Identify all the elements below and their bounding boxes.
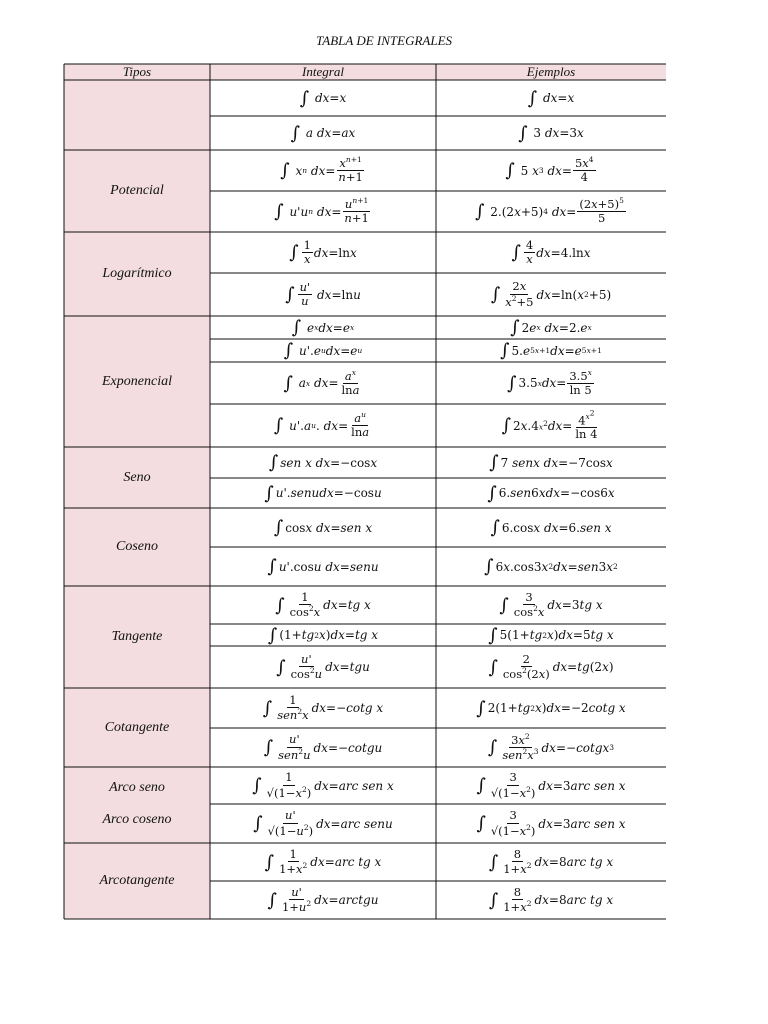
example-formula: ∫ $\frac{8}{1+x^2}$ dx =8 arc tg x [488, 884, 614, 914]
integral-formula: ∫ $\frac{u'}{u}$ dx =ln u [285, 279, 361, 308]
integral-formula: ∫ a x dx = $\frac{a^x}{\ln a}$ [283, 367, 360, 397]
type-arcotangente: Arcotangente [99, 873, 175, 888]
integral-formula: ∫ cos x dx = sen x [273, 517, 373, 538]
integral-formula: ∫ $\frac{1}{1+x^2}$ dx = arc tg x [264, 846, 382, 876]
example-formula: ∫ 6. sen 6 xdx =−cos6 x [487, 482, 615, 504]
example-formula: ∫ dx = x [527, 87, 575, 109]
example-formula: ∫ $\frac{3}{\cos^2x}$ dx =3 tg x [499, 589, 603, 619]
integral-formula: ∫ $\frac{u'}{√(1-u^2)}$ dx = arc senu [253, 808, 393, 838]
integral-formula: ∫ $\frac{1}{x}$ dx =ln x [289, 237, 357, 266]
example-formula: ∫ 2.(2 x +5) 4 dx = $\frac{(2x+5)^5}{5}$ [475, 196, 624, 226]
example-formula: ∫ $\frac{3}{√(1-x^2)}$ dx =3 arc sen x [476, 808, 626, 838]
header-tipos: Tipos [122, 64, 152, 79]
example-formula: ∫ 7 senx dx =−7cos x [489, 452, 613, 473]
example-formula: ∫ 2 x .4 $x^2$ dx = $\frac{4^{x^2}}{\ln 4}$ [501, 408, 598, 442]
example-formula: ∫ 6 x .cos3 x 2 dx = sen 3 x 2 [484, 556, 618, 577]
example-formula: ∫ $\frac{2x}{x^2+5}$ dx =ln( x 2 +5) [490, 279, 612, 309]
integral-formula: ∫ u '.cos u dx = senu [267, 556, 379, 577]
example-formula: ∫ $\frac{8}{1+x^2}$ dx =8 arc tg x [488, 846, 614, 876]
type-seno: Seno [123, 469, 151, 485]
type-potencial: Potencial [110, 183, 164, 198]
header-ejemplos: Ejemplos [526, 64, 576, 79]
page-title: TABLA DE INTEGRALES [315, 33, 453, 48]
example-formula: ∫ $\frac{3}{√(1-x^2)}$ dx =3 arc sen x [476, 770, 626, 800]
type-arco-coseno: Arco coseno [102, 812, 172, 827]
example-formula: ∫ 5(1+ tg 2 x ) dx =5 tg x [488, 624, 614, 646]
integral-formula: ∫ $\frac{1}{√(1-x^2)}$ dx = arc sen x [252, 770, 394, 800]
integral-formula: ∫ e x dx = e x [291, 317, 355, 338]
integral-formula: ∫ dx = x [299, 87, 347, 109]
integral-formula: ∫ $\frac{1}{\cos^2x}$ dx = tg x [275, 589, 371, 619]
example-formula: ∫ 2 e x dx =2. e x [510, 317, 592, 338]
example-formula: ∫ $\frac{2}{\cos^2(2x)}$ dx = tg (2 x ) [488, 651, 614, 681]
type-coseno: Coseno [116, 539, 158, 554]
example-formula: ∫ 3 dx =3 x [518, 122, 584, 144]
example-formula: ∫ 5 x 3 dx = $\frac{5x^4}{4}$ [505, 155, 594, 185]
integral-formula: ∫ x n dx = $\frac{x^{n+1}}{n+1}$ [280, 155, 363, 185]
type-arco-seno: Arco seno [109, 780, 165, 795]
type-tangente: Tangente [111, 629, 163, 644]
type-cotangente: Cotangente [104, 719, 170, 735]
integral-formula: ∫ u ' u n dx = $\frac{u^{n+1}}{n+1}$ [274, 196, 369, 226]
type-logaritmico: Logarítmico [102, 266, 172, 281]
header-integral: Integral [302, 64, 344, 79]
example-formula: ∫ 2(1+ tg 2 x ) dx =−2 cotg x [476, 697, 626, 719]
integral-formula: ∫ u '. senudx =−cos u [264, 482, 382, 504]
integral-formula: ∫ $\frac{u'}{\cos^2u}$ dx = tgu [276, 651, 370, 681]
integral-formula: ∫ a dx = ax [290, 122, 356, 144]
example-formula: ∫ $\frac{4}{x}$ dx =4.ln x [511, 237, 591, 266]
integral-formula: ∫ $\frac{u'}{1+u^2}$ dx = arctgu [267, 884, 379, 914]
integral-formula: ∫ u '. a u . dx = $\frac{a^u}{\ln a}$ [273, 410, 370, 440]
integral-formula: ∫ $\frac{u'}{sen^2u}$ dx =− cotgu [263, 732, 383, 762]
integral-formula: ∫ $\frac{1}{sen^2x}$ dx =− cotg x [262, 692, 384, 722]
example-formula: ∫ $\frac{3x^2}{sen^2x^3}$ dx =− cotgx 3 [487, 731, 615, 762]
type-exponencial: Exponencial [102, 373, 172, 389]
example-formula: ∫ 6.cos x dx =6. sen x [490, 517, 612, 538]
integral-formula: ∫ u '. e u dx = e u [283, 340, 363, 361]
example-formula: ∫ 3.5 x dx = $\frac{3.5^x}{\ln 5}$ [507, 367, 592, 397]
example-formula: ∫ 5. e 5x+1 dx = e 5x+1 [500, 340, 602, 361]
integral-formula: ∫ sen x dx =−cos x [268, 452, 378, 473]
integral-formula: ∫ (1+ tg 2 x ) dx = tg x [267, 624, 379, 646]
